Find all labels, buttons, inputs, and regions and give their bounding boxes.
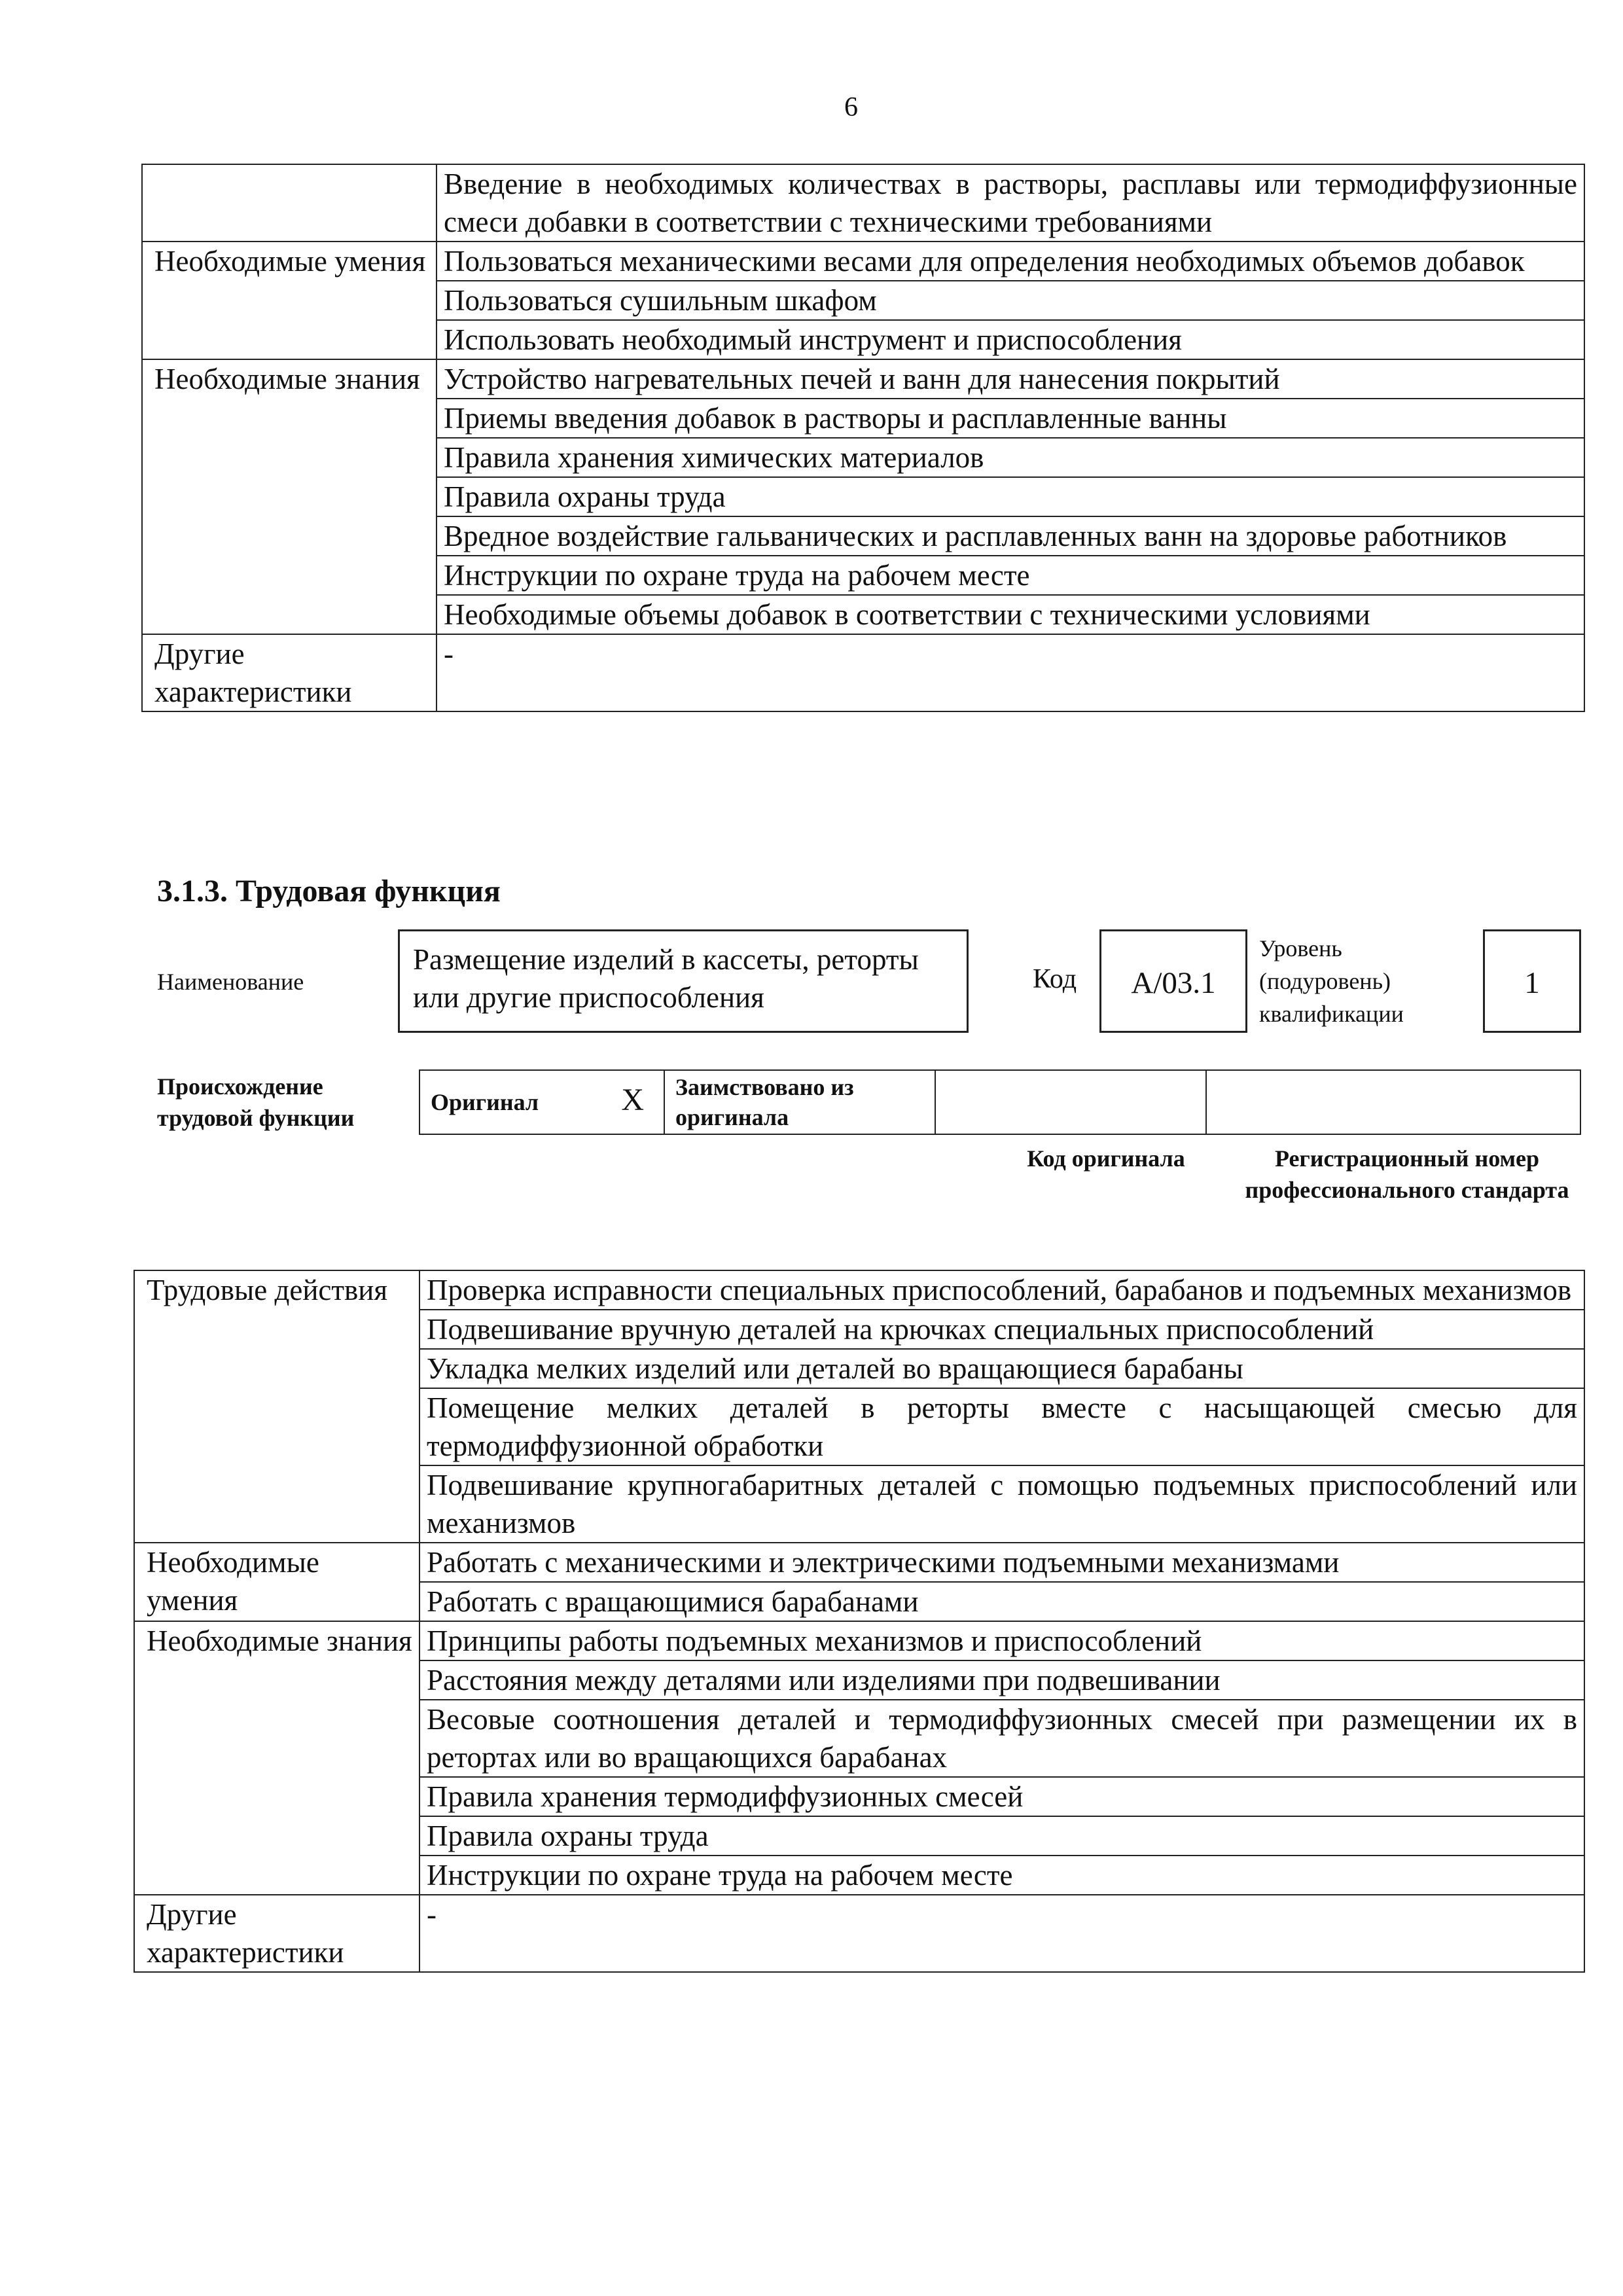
function-code-box: A/03.1 (1099, 929, 1247, 1033)
row-category: Трудовые действия (134, 1270, 419, 1543)
row-item: Устройство нагревательных печей и ванн для нанесения покрытий (437, 359, 1584, 399)
section-heading: 3.1.3. Трудовая функция (157, 874, 501, 908)
row-item: Необходимые объемы добавок в соответствии с техническими условиями (437, 595, 1584, 634)
row-item: - (437, 634, 1584, 711)
level-box: 1 (1483, 929, 1581, 1033)
row-item: Инструкции по охране труда на рабочем месте (437, 556, 1584, 595)
requirements-table-2 (134, 1270, 1585, 1973)
row-item: Правила охраны труда (437, 477, 1584, 516)
origin-mark: X (621, 1083, 644, 1117)
function-name-box: Размещение изделий в кассеты, реторты или другие приспособления (398, 929, 969, 1033)
row-item: Расстояния между деталями или изделиями при подвешивании (419, 1660, 1584, 1700)
name-label: Наименование (157, 969, 304, 995)
origin-borrowed-cell: Заимствовано из оригинала (664, 1070, 935, 1134)
origin-table (419, 1069, 1581, 1135)
row-item: Проверка исправности специальных приспособлений, барабанов и подъемных механизмов (419, 1270, 1584, 1310)
row-item: Вредное воздействие гальванических и расплавленных ванн на здоровье работников (437, 516, 1584, 556)
row-item: Пользоваться механическими весами для определения необходимых объемов добавок (437, 242, 1584, 281)
code-label: Код (1033, 964, 1077, 994)
row-item: Пользоваться сушильным шкафом (437, 281, 1584, 320)
table-row (134, 1543, 1584, 1582)
table-row (134, 1621, 1584, 1660)
requirements-table-1 (141, 164, 1585, 712)
row-item: Помещение мелких деталей в реторты вместе с насыщающей смесью для термодиффузионной обработки (419, 1388, 1584, 1465)
row-item: Работать с вращающимися барабанами (419, 1582, 1584, 1621)
page-number: 6 (844, 92, 858, 122)
origin-reg-cell (1206, 1070, 1580, 1134)
row-item: Инструкции по охране труда на рабочем месте (419, 1856, 1584, 1895)
origin-label: Происхождение трудовой функции (157, 1073, 355, 1131)
table-row (142, 634, 1584, 711)
row-item: Введение в необходимых количествах в растворы, расплавы или термодиффузионные смеси добавки в соответствии с техническими требованиями (437, 164, 1584, 242)
row-item: Подвешивание вручную деталей на крючках специальных приспособлений (419, 1310, 1584, 1349)
level-label: Уровень (подуровень) квалификации (1259, 935, 1404, 1027)
row-category: Необходимые знания (134, 1621, 419, 1895)
row-item: Укладка мелких изделий или деталей во вращающиеся барабаны (419, 1349, 1584, 1388)
row-item: Правила охраны труда (419, 1816, 1584, 1856)
row-item: Приемы введения добавок в растворы и расплавленные ванны (437, 399, 1584, 438)
row-category: Необходимые знания (142, 359, 437, 634)
table-row (142, 164, 1584, 242)
table-row (142, 242, 1584, 281)
row-category: Необходимые умения (134, 1543, 419, 1621)
caption-original-code: Код оригинала (1027, 1145, 1185, 1172)
table-row (142, 359, 1584, 399)
row-category (142, 164, 437, 242)
origin-original-label: Оригинал (431, 1089, 539, 1115)
row-item: Правила хранения химических материалов (437, 438, 1584, 477)
row-item: Принципы работы подъемных механизмов и приспособлений (419, 1621, 1584, 1660)
row-item: Правила хранения термодиффузионных смесей (419, 1777, 1584, 1816)
caption-registration-number: Регистрационный номер профессионального стандарта (1245, 1145, 1569, 1203)
row-category: Другие характеристики (142, 634, 437, 711)
origin-original-cell (419, 1070, 664, 1134)
row-category: Другие характеристики (134, 1895, 419, 1972)
table-row (134, 1270, 1584, 1310)
row-item: Использовать необходимый инструмент и приспособления (437, 320, 1584, 359)
row-category: Необходимые умения (142, 242, 437, 359)
row-item: Работать с механическими и электрическими подъемными механизмами (419, 1543, 1584, 1582)
row-item: - (419, 1895, 1584, 1972)
row-item: Подвешивание крупногабаритных деталей с помощью подъемных приспособлений или механизмов (419, 1465, 1584, 1543)
table-row (134, 1895, 1584, 1972)
origin-code-cell (935, 1070, 1206, 1134)
row-item: Весовые соотношения деталей и термодиффузионных смесей при размещении их в ретортах или во вращающихся барабанах (419, 1700, 1584, 1777)
